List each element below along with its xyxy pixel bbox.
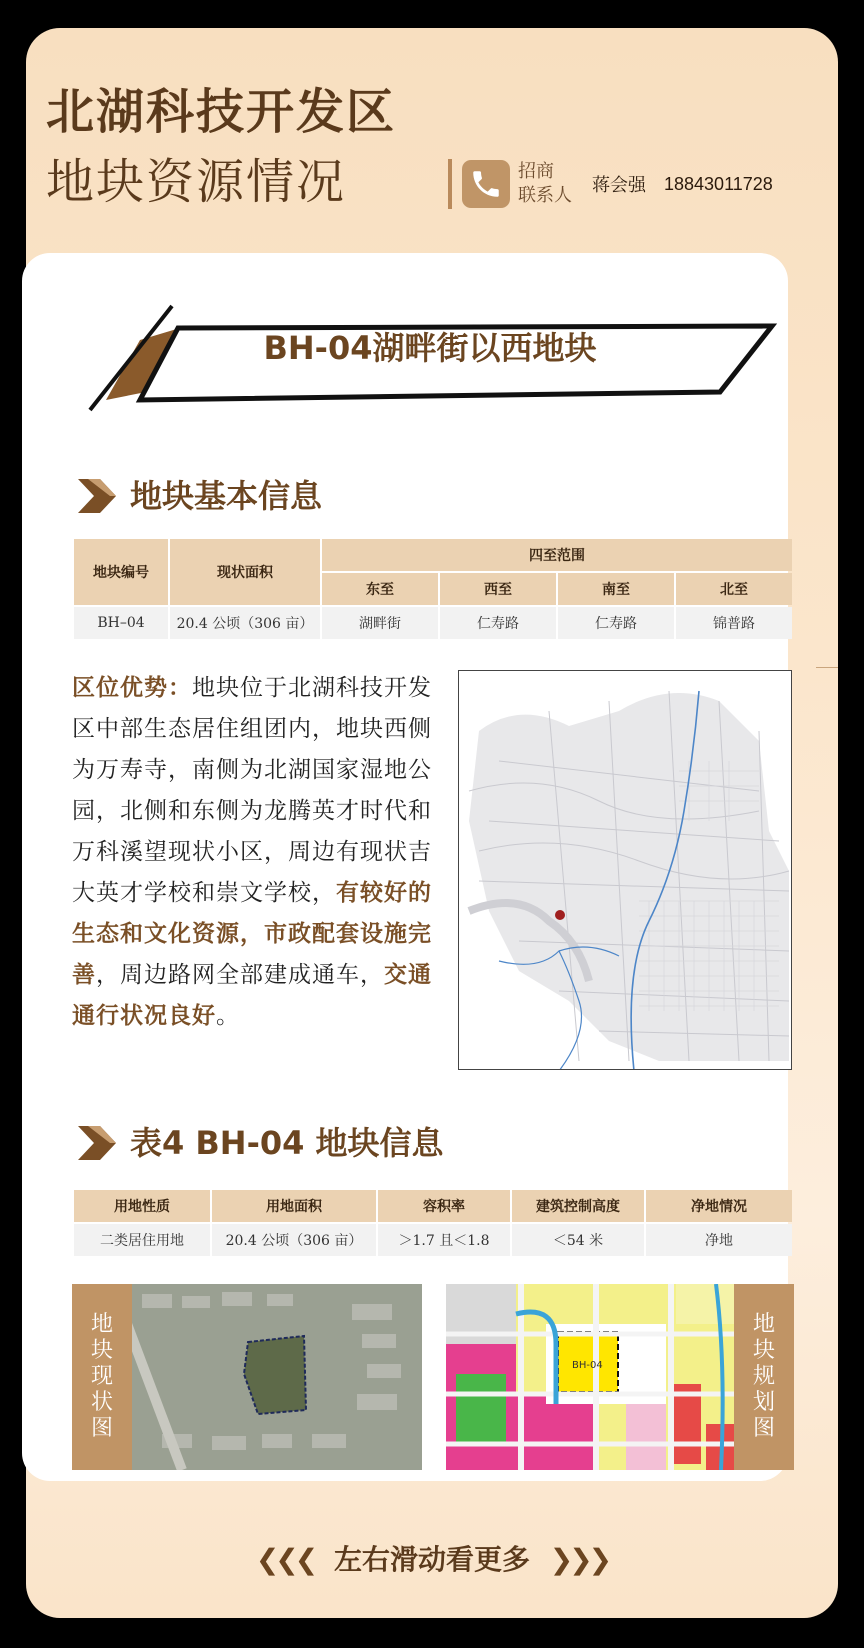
header-south: 南至 (558, 573, 674, 605)
header-height: 建筑控制高度 (512, 1190, 644, 1222)
location-map (458, 670, 792, 1070)
chevron-right-icon (78, 479, 118, 513)
chevron-right-icon (78, 1126, 118, 1160)
header-far: 容积率 (378, 1190, 510, 1222)
divider-right (816, 667, 838, 668)
header-north: 北至 (676, 573, 792, 605)
table-row: BH–04 20.4 公顷（306 亩） 湖畔街 仁寿路 仁寿路 锦普路 (74, 607, 792, 639)
header-land-area: 用地面积 (212, 1190, 376, 1222)
current-status-image (72, 1284, 422, 1470)
header-land-use: 用地性质 (74, 1190, 210, 1222)
planning-label: 地 块 规 划 图 (734, 1284, 794, 1470)
header-bounds: 四至范围 (322, 539, 792, 571)
chevrons-left-icon: ❮❮❮ (255, 1543, 315, 1576)
planning-image (446, 1284, 794, 1470)
contact-block (448, 156, 773, 212)
phone-icon[interactable] (462, 160, 510, 208)
section-heading-table4: 表4 BH-04 地块信息 (78, 1122, 444, 1164)
table-row: 二类居住用地 20.4 公顷（306 亩） ＞1.7 且＜1.8 ＜54 米 净地 (74, 1224, 792, 1256)
header-clean-land: 净地情况 (646, 1190, 792, 1222)
contact-name: 蒋会强 (592, 175, 646, 196)
swipe-hint[interactable] (0, 1540, 864, 1580)
plot-info-table (72, 1188, 794, 1258)
plot-title: BH-04湖畔街以西地块 (263, 329, 597, 367)
page-title: 北湖科技开发区 (46, 84, 397, 140)
divider (448, 159, 452, 209)
location-description: 区位优势：地块位于北湖科技开发区中部生态居住组团内，地块西侧为万寿寺，南侧为北湖国家湿地公园，北侧和东侧为龙腾英才时代和万科溪望现状小区，周边有现状吉大英才学校和崇文学校，有较好的生态和文化资源，市政配套设施完善，周边路网全部建成通车，交通通行状况良好。 (72, 675, 432, 1029)
section-heading-basic: 地块基本信息 (78, 475, 322, 517)
header-plot-id: 地块编号 (74, 539, 168, 605)
header-east: 东至 (322, 573, 438, 605)
swipe-hint-text: 左右滑动看更多 (333, 1543, 530, 1576)
header-area: 现状面积 (170, 539, 320, 605)
chevrons-right-icon: ❯❯❯ (549, 1543, 609, 1576)
contact-phone[interactable]: 18843011728 (664, 173, 773, 194)
current-status-label: 地 块 现 状 图 (72, 1284, 132, 1470)
plan-plot-label: BH-04 (572, 1360, 603, 1371)
basic-info-table (72, 537, 794, 641)
contact-label: 招商 联系人 (518, 161, 572, 206)
header-west: 西至 (440, 573, 556, 605)
page-subtitle: 地块资源情况 (46, 154, 347, 210)
